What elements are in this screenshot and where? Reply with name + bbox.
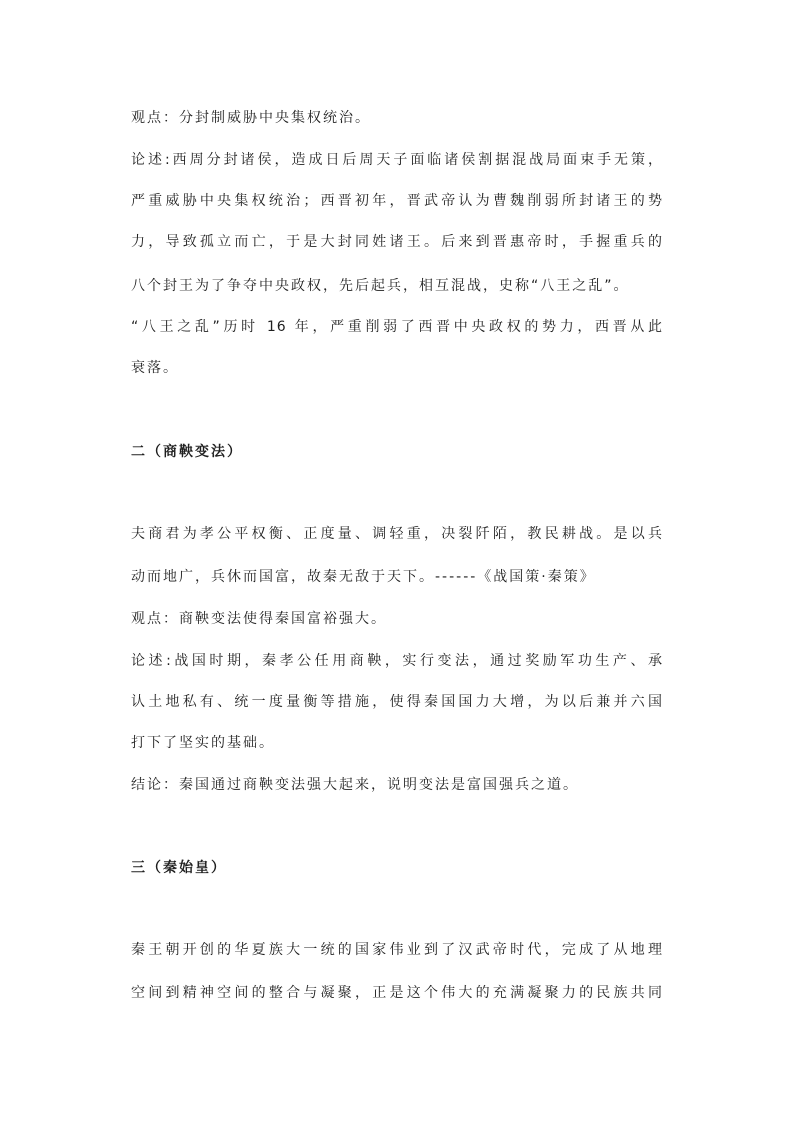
section3-body-line: 秦王朝开创的华夏族大一统的国家伟业到了汉武帝时代，完成了从地理 [131, 942, 663, 958]
section2-argument-line: 认土地私有、统一度量衡等措施，使得秦国国力大增，为以后兼并六国 [131, 694, 663, 710]
section3-body-line: 空间到精神空间的整合与凝聚，正是这个伟大的充满凝聚力的民族共同 [131, 985, 663, 1001]
section1-argument-line: 论述:西周分封诸侯，造成日后周天子面临诸侯割据混战局面束手无策， [131, 152, 663, 168]
section3-heading: 三（秦始皇） [131, 860, 227, 876]
section1-argument-line: 八个封王为了争夺中央政权，先后起兵，相互混战，史称“八王之乱”。 [131, 278, 630, 294]
section2-quote-line: 夫商君为孝公平权衡、正度量、调轻重，决裂阡陌，教民耕战。是以兵 [131, 526, 663, 542]
section2-argument-line: 论述:战国时期，秦孝公任用商鞅，实行变法，通过奖励军功生产、承 [131, 653, 663, 669]
section2-quote-line: 动而地广，兵休而国富，故秦无敌于天下。------《战国策·秦策》 [131, 569, 596, 585]
section2-argument-line: 打下了坚实的基础。 [131, 735, 275, 751]
section2-heading: 二（商鞅变法） [131, 444, 243, 460]
section1-argument-line: 衰落。 [131, 360, 179, 376]
section1-viewpoint: 观点：分封制威胁中央集权统治。 [131, 110, 371, 126]
section1-argument-line: “八王之乱”历时 16 年，严重削弱了西晋中央政权的势力，西晋从此 [131, 319, 663, 335]
section1-argument-line: 力，导致孤立而亡，于是大封同姓诸王。后来到晋惠帝时，手握重兵的 [131, 234, 663, 250]
section1-argument-line: 严重威胁中央集权统治；西晋初年，晋武帝认为曹魏削弱所封诸王的势 [131, 193, 663, 209]
section2-viewpoint: 观点：商鞅变法使得秦国富裕强大。 [131, 611, 387, 627]
section2-conclusion: 结论：秦国通过商鞅变法强大起来，说明变法是富国强兵之道。 [131, 777, 579, 793]
